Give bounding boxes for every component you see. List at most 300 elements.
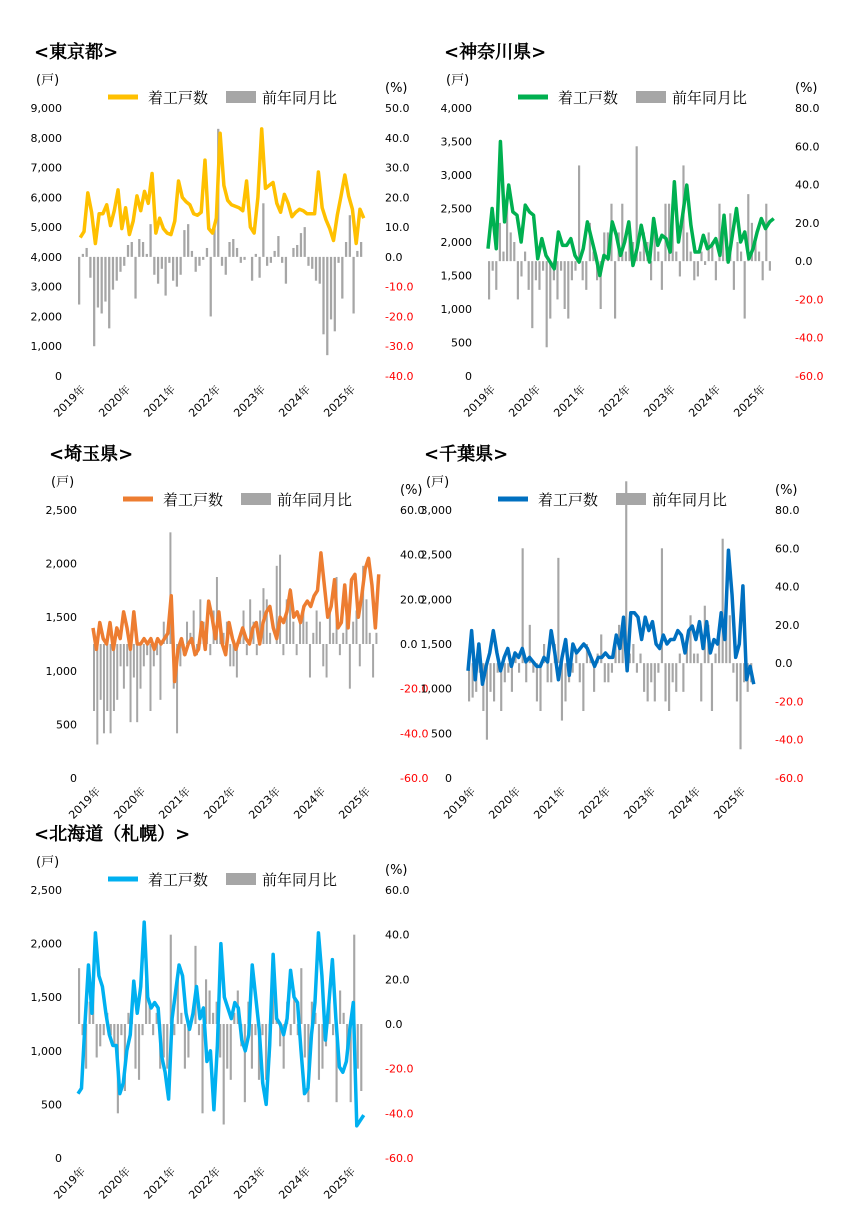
x-tick-label: 2019年 — [441, 784, 479, 822]
chart-panel-hokkaido — [30, 820, 430, 1210]
bar — [113, 644, 115, 711]
bar — [517, 261, 519, 299]
bar — [585, 261, 587, 290]
left-tick-label: 500 — [451, 336, 472, 350]
bar — [525, 663, 527, 682]
bar — [758, 252, 760, 262]
right-tick-label: 20.0 — [400, 593, 425, 607]
bar — [78, 968, 80, 1024]
bar — [157, 257, 159, 284]
chart-panel-tokyo — [30, 38, 430, 428]
x-tick-label: 2023年 — [231, 382, 269, 420]
bar — [202, 257, 204, 260]
bar — [191, 251, 193, 257]
bar — [223, 1024, 225, 1125]
right-axis-unit: (%) — [400, 483, 423, 498]
bar — [226, 1024, 228, 1069]
x-tick-label: 2023年 — [641, 382, 679, 420]
bar — [82, 254, 84, 257]
right-tick-label: 40.0 — [795, 178, 820, 192]
bar — [304, 227, 306, 257]
bar — [679, 261, 681, 276]
x-tick-label: 2021年 — [551, 382, 589, 420]
bar — [654, 663, 656, 701]
left-tick-label: 2,000 — [30, 310, 62, 324]
right-tick-label: -60.0 — [775, 772, 804, 785]
x-tick-label: 2022年 — [596, 382, 634, 420]
bar — [549, 261, 551, 318]
bar — [639, 654, 641, 664]
legend — [108, 871, 337, 889]
bar — [251, 1024, 253, 1069]
bar — [739, 663, 741, 749]
bar — [495, 261, 497, 290]
bar — [564, 663, 566, 701]
bar — [134, 1024, 136, 1069]
right-axis-unit: (%) — [775, 483, 798, 498]
left-tick-label: 2,000 — [45, 557, 77, 571]
bar — [269, 633, 271, 644]
legend-bar-label: 前年同月比 — [262, 89, 338, 107]
legend-bar-label: 前年同月比 — [277, 491, 353, 509]
chart-title: <東京都> — [34, 42, 119, 63]
right-tick-label: 0.0 — [775, 657, 793, 671]
bar — [123, 644, 125, 689]
left-tick-label: 2,500 — [440, 202, 472, 216]
bar — [103, 1024, 105, 1035]
bar — [201, 1024, 203, 1113]
chart-title: <神奈川県> — [444, 42, 547, 63]
bar — [711, 663, 713, 711]
chart-panel-chiba — [420, 440, 820, 830]
bar — [715, 261, 717, 280]
bar — [518, 663, 520, 673]
legend — [123, 491, 352, 509]
bar — [89, 257, 91, 278]
bar — [575, 654, 577, 664]
x-tick-label: 2019年 — [461, 382, 499, 420]
bar — [153, 257, 155, 275]
bar — [319, 622, 321, 644]
x-tick-label: 2021年 — [141, 1164, 179, 1202]
bar — [100, 644, 102, 700]
bar — [556, 261, 558, 299]
bar — [116, 257, 118, 281]
left-tick-label: 2,000 — [440, 236, 472, 249]
bar — [300, 968, 302, 1024]
right-tick-label: 80.0 — [795, 102, 820, 115]
left-axis-unit: (戸) — [446, 73, 470, 88]
bar — [96, 644, 98, 745]
bar — [369, 633, 371, 644]
bar — [661, 261, 663, 290]
bar — [152, 1024, 154, 1035]
bar — [244, 1024, 246, 1102]
bar — [536, 663, 538, 701]
bar — [243, 257, 245, 260]
bar — [285, 257, 287, 284]
bar — [184, 1024, 186, 1069]
right-tick-label: -40.0 — [775, 733, 804, 747]
left-tick-label: 2,500 — [30, 884, 62, 897]
bar — [582, 663, 584, 711]
left-axis-unit: (戸) — [36, 73, 60, 88]
bar — [372, 644, 374, 678]
x-tick-label: 2025年 — [321, 1164, 359, 1202]
legend-bar-label: 前年同月比 — [652, 491, 728, 509]
bar — [574, 261, 576, 271]
bar — [769, 261, 771, 271]
bar — [632, 644, 634, 663]
bar — [360, 242, 362, 257]
bar — [142, 242, 144, 257]
bar — [104, 257, 106, 302]
bar — [93, 644, 95, 711]
bar — [679, 654, 681, 664]
bar — [180, 257, 182, 275]
bar — [365, 599, 367, 644]
bar — [332, 633, 334, 644]
right-tick-label: 20.0 — [385, 973, 410, 987]
right-tick-label: 30.0 — [385, 161, 410, 175]
bar — [675, 663, 677, 692]
bar — [744, 261, 746, 318]
x-tick-label: 2019年 — [51, 1164, 89, 1202]
bar — [166, 1024, 168, 1069]
bar — [232, 239, 234, 257]
left-tick-label: 6,000 — [30, 191, 62, 205]
bar — [307, 257, 309, 266]
bar — [312, 633, 314, 644]
bar — [700, 252, 702, 262]
bar — [722, 539, 724, 663]
x-tick-label: 2024年 — [276, 1164, 314, 1202]
bar — [161, 257, 163, 269]
left-tick-label: 3,000 — [420, 504, 452, 517]
right-tick-label: -40.0 — [795, 331, 824, 345]
left-tick-label: 3,000 — [30, 280, 62, 294]
bar — [296, 644, 298, 655]
x-tick-label: 2021年 — [531, 784, 569, 822]
x-tick-label: 2023年 — [621, 784, 659, 822]
bar — [493, 663, 495, 701]
right-tick-label: 20.0 — [775, 618, 800, 632]
bar — [704, 261, 706, 265]
bar — [140, 644, 142, 689]
bar — [230, 1024, 232, 1080]
left-tick-label: 7,000 — [30, 161, 62, 175]
bar — [564, 261, 566, 309]
bar — [488, 261, 490, 299]
left-tick-label: 500 — [431, 727, 452, 741]
bar — [300, 233, 302, 257]
left-tick-label: 2,500 — [420, 548, 452, 562]
right-tick-label: 10.0 — [385, 221, 410, 235]
bar — [714, 654, 716, 664]
bar — [489, 663, 491, 692]
left-tick-label: 0 — [55, 370, 62, 383]
bar — [229, 644, 231, 666]
bar — [349, 644, 351, 689]
x-tick-label: 2020年 — [486, 784, 524, 822]
right-tick-label: -60.0 — [400, 772, 429, 785]
right-tick-label: 40.0 — [385, 131, 410, 145]
bar — [270, 257, 272, 263]
bar — [357, 1024, 359, 1069]
legend — [108, 89, 337, 107]
left-tick-label: 5,000 — [30, 221, 62, 235]
bar — [198, 1024, 200, 1035]
line-series — [488, 142, 774, 276]
bar — [375, 633, 377, 644]
bar — [513, 242, 515, 261]
legend — [498, 491, 727, 509]
bar — [296, 245, 298, 257]
bar — [256, 644, 258, 655]
bar — [138, 1024, 140, 1080]
bar — [78, 257, 80, 305]
x-tick-label: 2023年 — [246, 784, 284, 822]
right-tick-label: -10.0 — [385, 280, 414, 294]
bar — [359, 644, 361, 666]
bar — [546, 261, 548, 347]
x-tick-label: 2020年 — [96, 382, 134, 420]
bar — [502, 252, 504, 262]
bar — [126, 644, 128, 666]
bar — [765, 204, 767, 261]
chart-hokkaido — [30, 820, 430, 1210]
right-tick-label: -20.0 — [400, 682, 429, 696]
bar — [136, 644, 138, 722]
bar — [281, 257, 283, 263]
bar — [212, 1013, 214, 1024]
bar — [221, 257, 223, 266]
chart-chiba — [420, 440, 820, 830]
bar — [740, 252, 742, 262]
bar — [345, 242, 347, 257]
x-tick-label: 2022年 — [186, 382, 224, 420]
bar — [262, 203, 264, 257]
bar — [690, 252, 692, 262]
bar — [579, 663, 581, 682]
left-tick-label: 4,000 — [440, 102, 472, 115]
bar — [99, 1024, 101, 1046]
bar — [520, 261, 522, 276]
bar — [604, 663, 606, 682]
left-tick-label: 2,000 — [30, 937, 62, 951]
left-tick-label: 0 — [465, 370, 472, 383]
bar — [550, 663, 552, 682]
bar — [341, 257, 343, 299]
bar — [736, 242, 738, 261]
legend-bar-swatch — [226, 91, 256, 103]
bar — [693, 261, 695, 280]
bar — [326, 257, 328, 355]
bar — [187, 224, 189, 257]
bar-series — [468, 481, 752, 749]
x-tick-label: 2024年 — [686, 382, 724, 420]
right-tick-label: 0.0 — [385, 1018, 403, 1031]
bar — [342, 633, 344, 644]
chart-title: <千葉県> — [424, 444, 509, 465]
bar — [733, 261, 735, 290]
bar — [326, 644, 328, 678]
right-tick-label: -20.0 — [385, 1062, 414, 1076]
bar — [299, 622, 301, 644]
bar — [130, 644, 132, 722]
x-tick-label: 2022年 — [186, 1164, 224, 1202]
line-series — [80, 129, 364, 244]
bar — [96, 1024, 98, 1058]
chart-tokyo — [30, 38, 430, 428]
bar — [236, 248, 238, 257]
bar — [225, 257, 227, 275]
x-tick-label: 2021年 — [141, 382, 179, 420]
x-tick-label: 2019年 — [66, 784, 104, 822]
left-tick-label: 3,500 — [440, 135, 472, 149]
bar — [266, 257, 268, 266]
right-tick-label: -20.0 — [775, 695, 804, 709]
bar — [524, 252, 526, 262]
right-tick-label: 0.0 — [385, 250, 403, 264]
bar — [650, 261, 652, 280]
left-axis-unit: (戸) — [36, 855, 60, 870]
bar — [504, 663, 506, 682]
bar — [266, 599, 268, 644]
right-tick-label: -40.0 — [385, 1107, 414, 1121]
bar — [292, 248, 294, 257]
bar — [127, 1013, 129, 1024]
bar — [664, 204, 666, 261]
right-axis-unit: (%) — [795, 81, 818, 96]
right-tick-label: -20.0 — [385, 310, 414, 324]
left-tick-label: 1,000 — [45, 664, 77, 678]
legend-line-label: 着工戸数 — [148, 89, 209, 107]
bar — [650, 663, 652, 682]
x-tick-label: 2025年 — [711, 784, 749, 822]
bar — [528, 261, 530, 290]
bar — [339, 991, 341, 1025]
left-tick-label: 0 — [55, 1152, 62, 1165]
right-tick-label: -20.0 — [795, 293, 824, 307]
bar — [507, 663, 509, 673]
bar — [292, 622, 294, 644]
left-tick-label: 500 — [56, 718, 77, 732]
bar — [319, 257, 321, 284]
bar — [168, 257, 170, 263]
bar — [316, 611, 318, 645]
bar — [311, 257, 313, 269]
bar — [112, 257, 114, 290]
bar — [119, 257, 121, 272]
right-tick-label: 0.0 — [795, 255, 813, 269]
bar — [607, 663, 609, 682]
bar — [134, 257, 136, 299]
bar — [86, 248, 88, 257]
bar — [322, 644, 324, 666]
bar — [97, 257, 99, 308]
bar — [547, 663, 549, 682]
bar — [352, 257, 354, 314]
x-tick-label: 2022年 — [201, 784, 239, 822]
bar — [149, 224, 151, 257]
legend — [518, 89, 747, 107]
bar — [172, 257, 174, 281]
bar — [143, 644, 145, 666]
bar — [274, 251, 276, 257]
bar — [657, 252, 659, 262]
bar — [560, 261, 562, 271]
bar — [531, 261, 533, 328]
bar — [290, 1024, 292, 1035]
x-tick-label: 2020年 — [111, 784, 149, 822]
right-tick-label: 80.0 — [775, 504, 800, 517]
bar — [697, 654, 699, 664]
bar — [535, 261, 537, 280]
bar — [183, 230, 185, 257]
left-tick-label: 4,000 — [30, 250, 62, 264]
bar — [352, 622, 354, 644]
bar — [101, 257, 103, 314]
bar — [261, 1024, 263, 1035]
bar — [339, 644, 341, 655]
x-tick-label: 2025年 — [336, 784, 374, 822]
left-tick-label: 8,000 — [30, 131, 62, 145]
bar — [322, 257, 324, 334]
left-tick-label: 1,000 — [30, 340, 62, 354]
bar — [133, 644, 135, 678]
bar — [522, 548, 524, 663]
chart-kanagawa — [440, 38, 840, 428]
left-tick-label: 0 — [70, 772, 77, 785]
bar — [318, 1024, 320, 1080]
right-tick-label: 40.0 — [385, 928, 410, 942]
bar — [116, 644, 118, 700]
legend-bar-swatch — [616, 493, 646, 505]
right-tick-label: 60.0 — [795, 140, 820, 154]
bar — [173, 1024, 175, 1035]
legend-line-label: 着工戸数 — [163, 491, 224, 509]
bar — [251, 257, 253, 281]
bar — [643, 663, 645, 692]
right-tick-label: -40.0 — [385, 370, 414, 383]
right-tick-label: 40.0 — [400, 548, 425, 562]
bar — [343, 1013, 345, 1024]
left-tick-label: 2,000 — [420, 593, 452, 607]
right-tick-label: 20.0 — [385, 191, 410, 205]
left-tick-label: 1,000 — [420, 682, 452, 696]
bar — [686, 232, 688, 261]
bar — [647, 663, 649, 701]
bar — [277, 236, 279, 257]
bar — [110, 644, 112, 733]
bar — [729, 615, 731, 663]
x-tick-label: 2022年 — [576, 784, 614, 822]
x-tick-label: 2020年 — [506, 382, 544, 420]
x-tick-label: 2024年 — [276, 382, 314, 420]
line-series — [93, 553, 379, 682]
right-tick-label: 0.0 — [400, 638, 418, 651]
bar — [538, 261, 540, 290]
x-tick-label: 2019年 — [51, 382, 89, 420]
bar — [611, 663, 613, 673]
bar — [668, 663, 670, 711]
chart-panel-kanagawa — [440, 38, 840, 428]
bar — [337, 257, 339, 263]
bar — [571, 261, 573, 280]
bar — [499, 223, 501, 261]
bar — [123, 257, 125, 266]
